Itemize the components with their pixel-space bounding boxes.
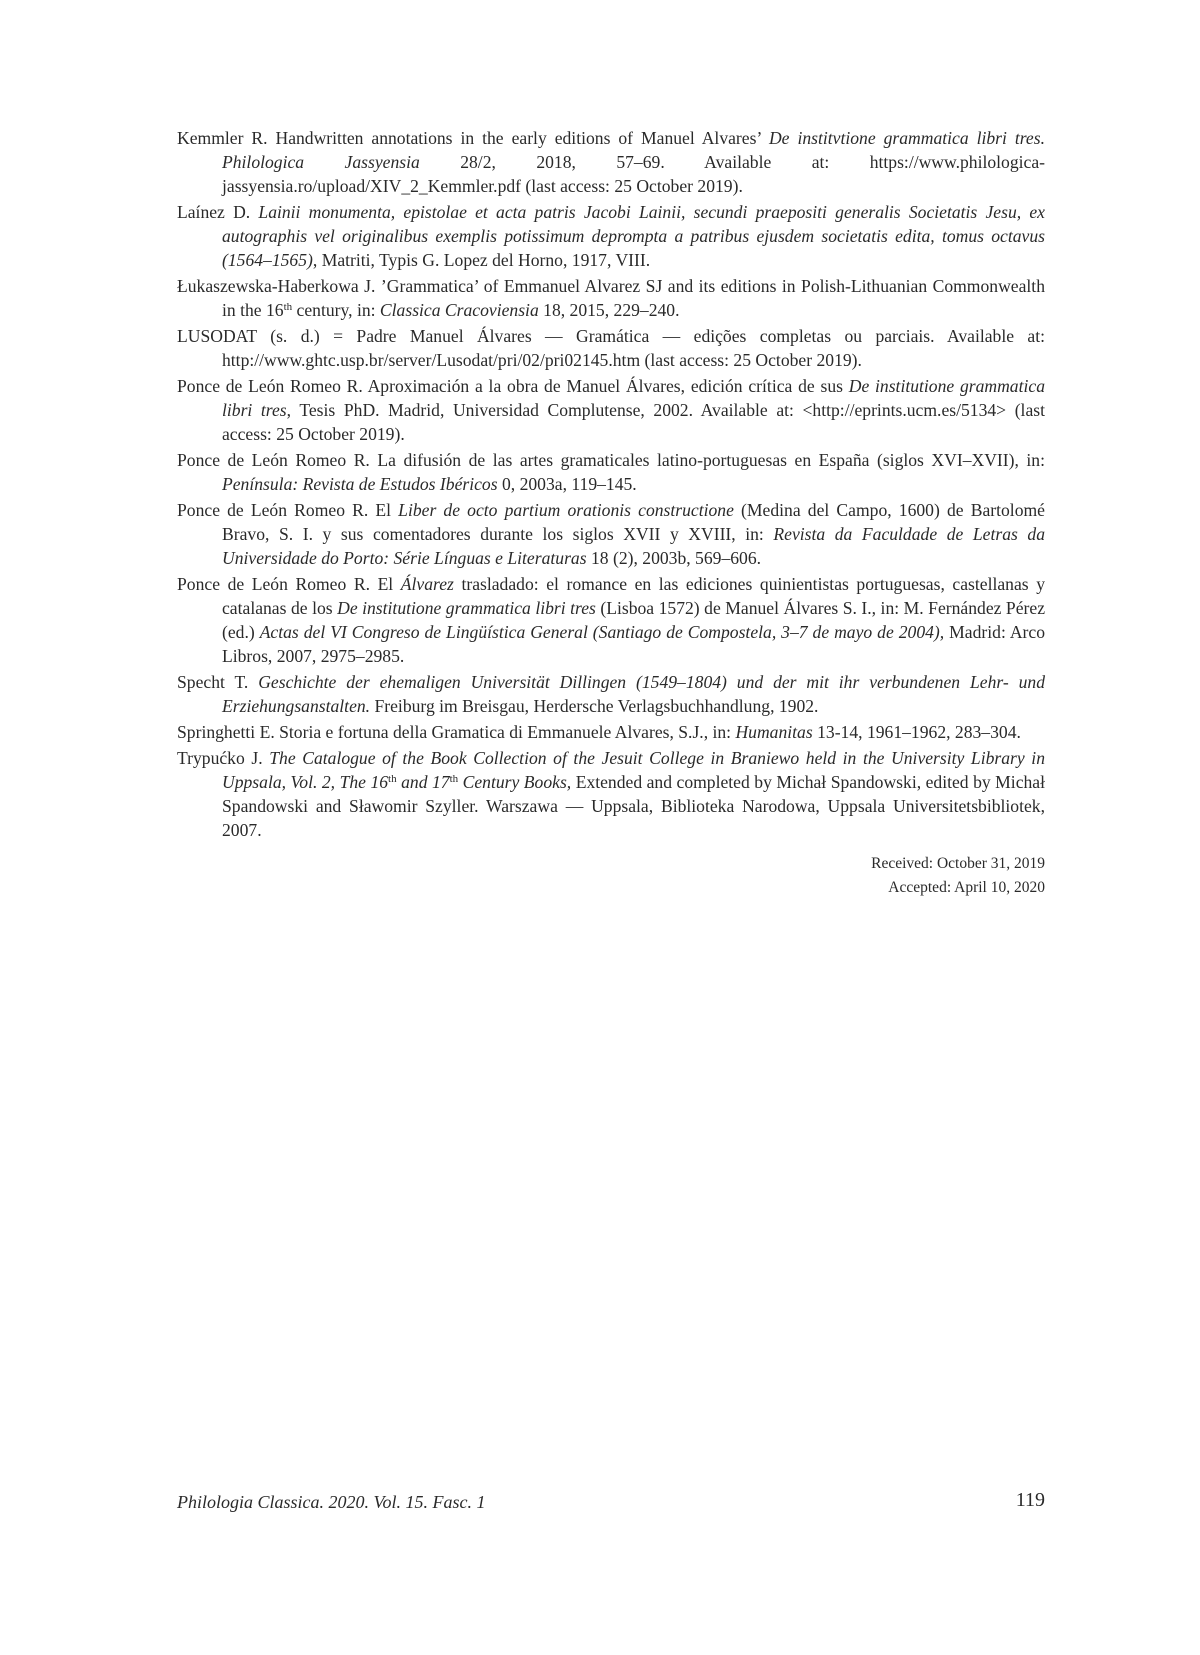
- text-run: LUSODAT (s. d.) = Padre Manuel Álvares — Gramática — edições completas ou parciais. Available at: http://www.ghtc.usp.br/server/Lusodat/pri/02/pri02145.htm (last access: 25 October 2019).: [177, 326, 1045, 370]
- reference-entry: [177, 200, 1045, 272]
- italic-text: Humanitas: [735, 722, 813, 742]
- text-run: century, in:: [292, 300, 380, 320]
- text-run: 18 (2), 2003b, 569–606.: [586, 548, 762, 568]
- article-dates: [871, 852, 1045, 900]
- reference-entry: [177, 374, 1045, 446]
- reference-entry: [177, 572, 1045, 668]
- italic-text: Classica Cracoviensia: [379, 300, 539, 320]
- text-run: Ponce de León Romeo R. La difusión de las artes gramaticales latino-portuguesas en España (siglos XVI–XVII), in:: [177, 450, 1045, 470]
- reference-entry: [177, 324, 1045, 372]
- text-run: Ponce de León Romeo R. Aproximación a la obra de Manuel Álvares, edición crítica de sus: [177, 376, 849, 396]
- reference-entry: [177, 274, 1045, 322]
- text-run: Freiburg im Breisgau, Herdersche Verlagsbuchhandlung, 1902.: [370, 696, 819, 716]
- italic-text: Península: Revista de Estudos Ibéricos: [222, 474, 498, 494]
- superscript: th: [449, 773, 459, 785]
- italic-text: De institutione grammatica libri tres: [337, 598, 596, 618]
- italic-text: Actas del VI Congreso de Lingüística General (Santiago de Compostela, 3–7 de mayo de 2004),: [259, 622, 945, 642]
- reference-entry: [177, 126, 1045, 198]
- italic-text: De institutione grammatica libri tres: [222, 376, 1045, 420]
- italic-text: De institvtione grammatica libri tres. Philologica Jassyensia: [222, 128, 1045, 172]
- italic-text: and 17: [396, 772, 450, 792]
- text-run: 18, 2015, 229–240.: [538, 300, 680, 320]
- text-run: Ponce de León Romeo R. El: [177, 500, 399, 520]
- text-run: (Lisboa 1572) de Manuel Álvares S. I., in: M. Fernández Pérez (ed.): [222, 598, 1046, 642]
- reference-entry: [177, 746, 1045, 842]
- journal-citation: Philologia Classica. 2020. Vol. 15. Fasc. 1: [177, 1492, 486, 1512]
- superscript: th: [283, 301, 293, 313]
- text-run: Springhetti E. Storia e fortuna della Gramatica di Emmanuele Alvares, S.J., in:: [177, 722, 736, 742]
- text-run: 0, 2003a, 119–145.: [497, 474, 637, 494]
- page-number: 119: [1015, 1489, 1045, 1511]
- italic-text: Geschichte der ehemaligen Universität Dillingen (1549–1804) und der mit ihr verbundenen Lehr- und Erziehungsanstalten.: [222, 672, 1046, 716]
- superscript: th: [388, 773, 397, 785]
- italic-text: Álvarez: [400, 574, 454, 594]
- reference-entry: [177, 720, 1045, 744]
- italic-text: The Catalogue of the Book Collection of the Jesuit College in Braniewo held in the University Library in Uppsala, Vol. 2, The 16: [222, 748, 1045, 792]
- text-run: Kemmler R. Handwritten annotations in the early editions of Manuel Alvares’: [177, 128, 769, 148]
- text-run: (Medina del Campo, 1600) de Bartolomé Bravo, S. I. y sus comentadores durante los siglos XVII y XVIII, in:: [222, 500, 1045, 544]
- reference-entry: [177, 498, 1045, 570]
- received-date: Received: October 31, 2019: [871, 855, 1045, 872]
- text-run: Madrid: Arco Libros, 2007, 2975–2985.: [222, 622, 1045, 666]
- text-run: 28/2, 2018, 57–69. Available at: https://www.philologica-jassyensia.ro/upload/XIV_2_Kemmler.pdf (last access: 25 October 2019).: [222, 152, 1045, 196]
- text-run: , Matriti, Typis G. Lopez del Horno, 1917, VIII.: [312, 250, 651, 270]
- text-run: Trypućko J.: [177, 748, 270, 768]
- italic-text: Lainii monumenta, epistolae et acta patris Jacobi Lainii, secundi praepositi generalis Societatis Jesu, ex autographis vel originalibus exemplis potissimum deprompta a patribus ejusdem societatis edita, tomus octavus (1564–1565): [222, 202, 1045, 270]
- text-run: Specht T.: [177, 672, 259, 692]
- text-run: Extended and completed by Michał Spandowski, edited by Michał Spandowski and Sławomir Szyller. Warszawa — Uppsala, Biblioteka Narodowa, Uppsala Universitetsbibliotek, 2007.: [222, 772, 1045, 840]
- text-run: Ponce de León Romeo R. El: [177, 574, 401, 594]
- reference-entry: [177, 670, 1045, 718]
- italic-text: Liber de octo partium orationis constructione: [398, 500, 734, 520]
- reference-list: [177, 126, 1045, 844]
- italic-text: Century Books,: [458, 772, 572, 792]
- italic-text: Revista da Faculdade de Letras da Universidade do Porto: Série Línguas e Literaturas: [222, 524, 1045, 568]
- text-run: , Tesis PhD. Madrid, Universidad Complutense, 2002. Available at: <http://eprints.ucm.es/5134> (last access: 25 October 2019).: [222, 400, 1045, 444]
- accepted-date: Accepted: April 10, 2020: [888, 879, 1045, 896]
- text-run: trasladado: el romance en las ediciones quinientistas portuguesas, castellanas y catalanas de los: [222, 574, 1046, 618]
- text-run: Łukaszewska-Haberkowa J. ’Grammatica’ of Emmanuel Alvarez SJ and its editions in Polish-Lithuanian Commonwealth in the 16: [177, 276, 1045, 320]
- reference-entry: [177, 448, 1045, 496]
- text-run: 13-14, 1961–1962, 283–304.: [812, 722, 1021, 742]
- text-run: Laínez D.: [177, 202, 259, 222]
